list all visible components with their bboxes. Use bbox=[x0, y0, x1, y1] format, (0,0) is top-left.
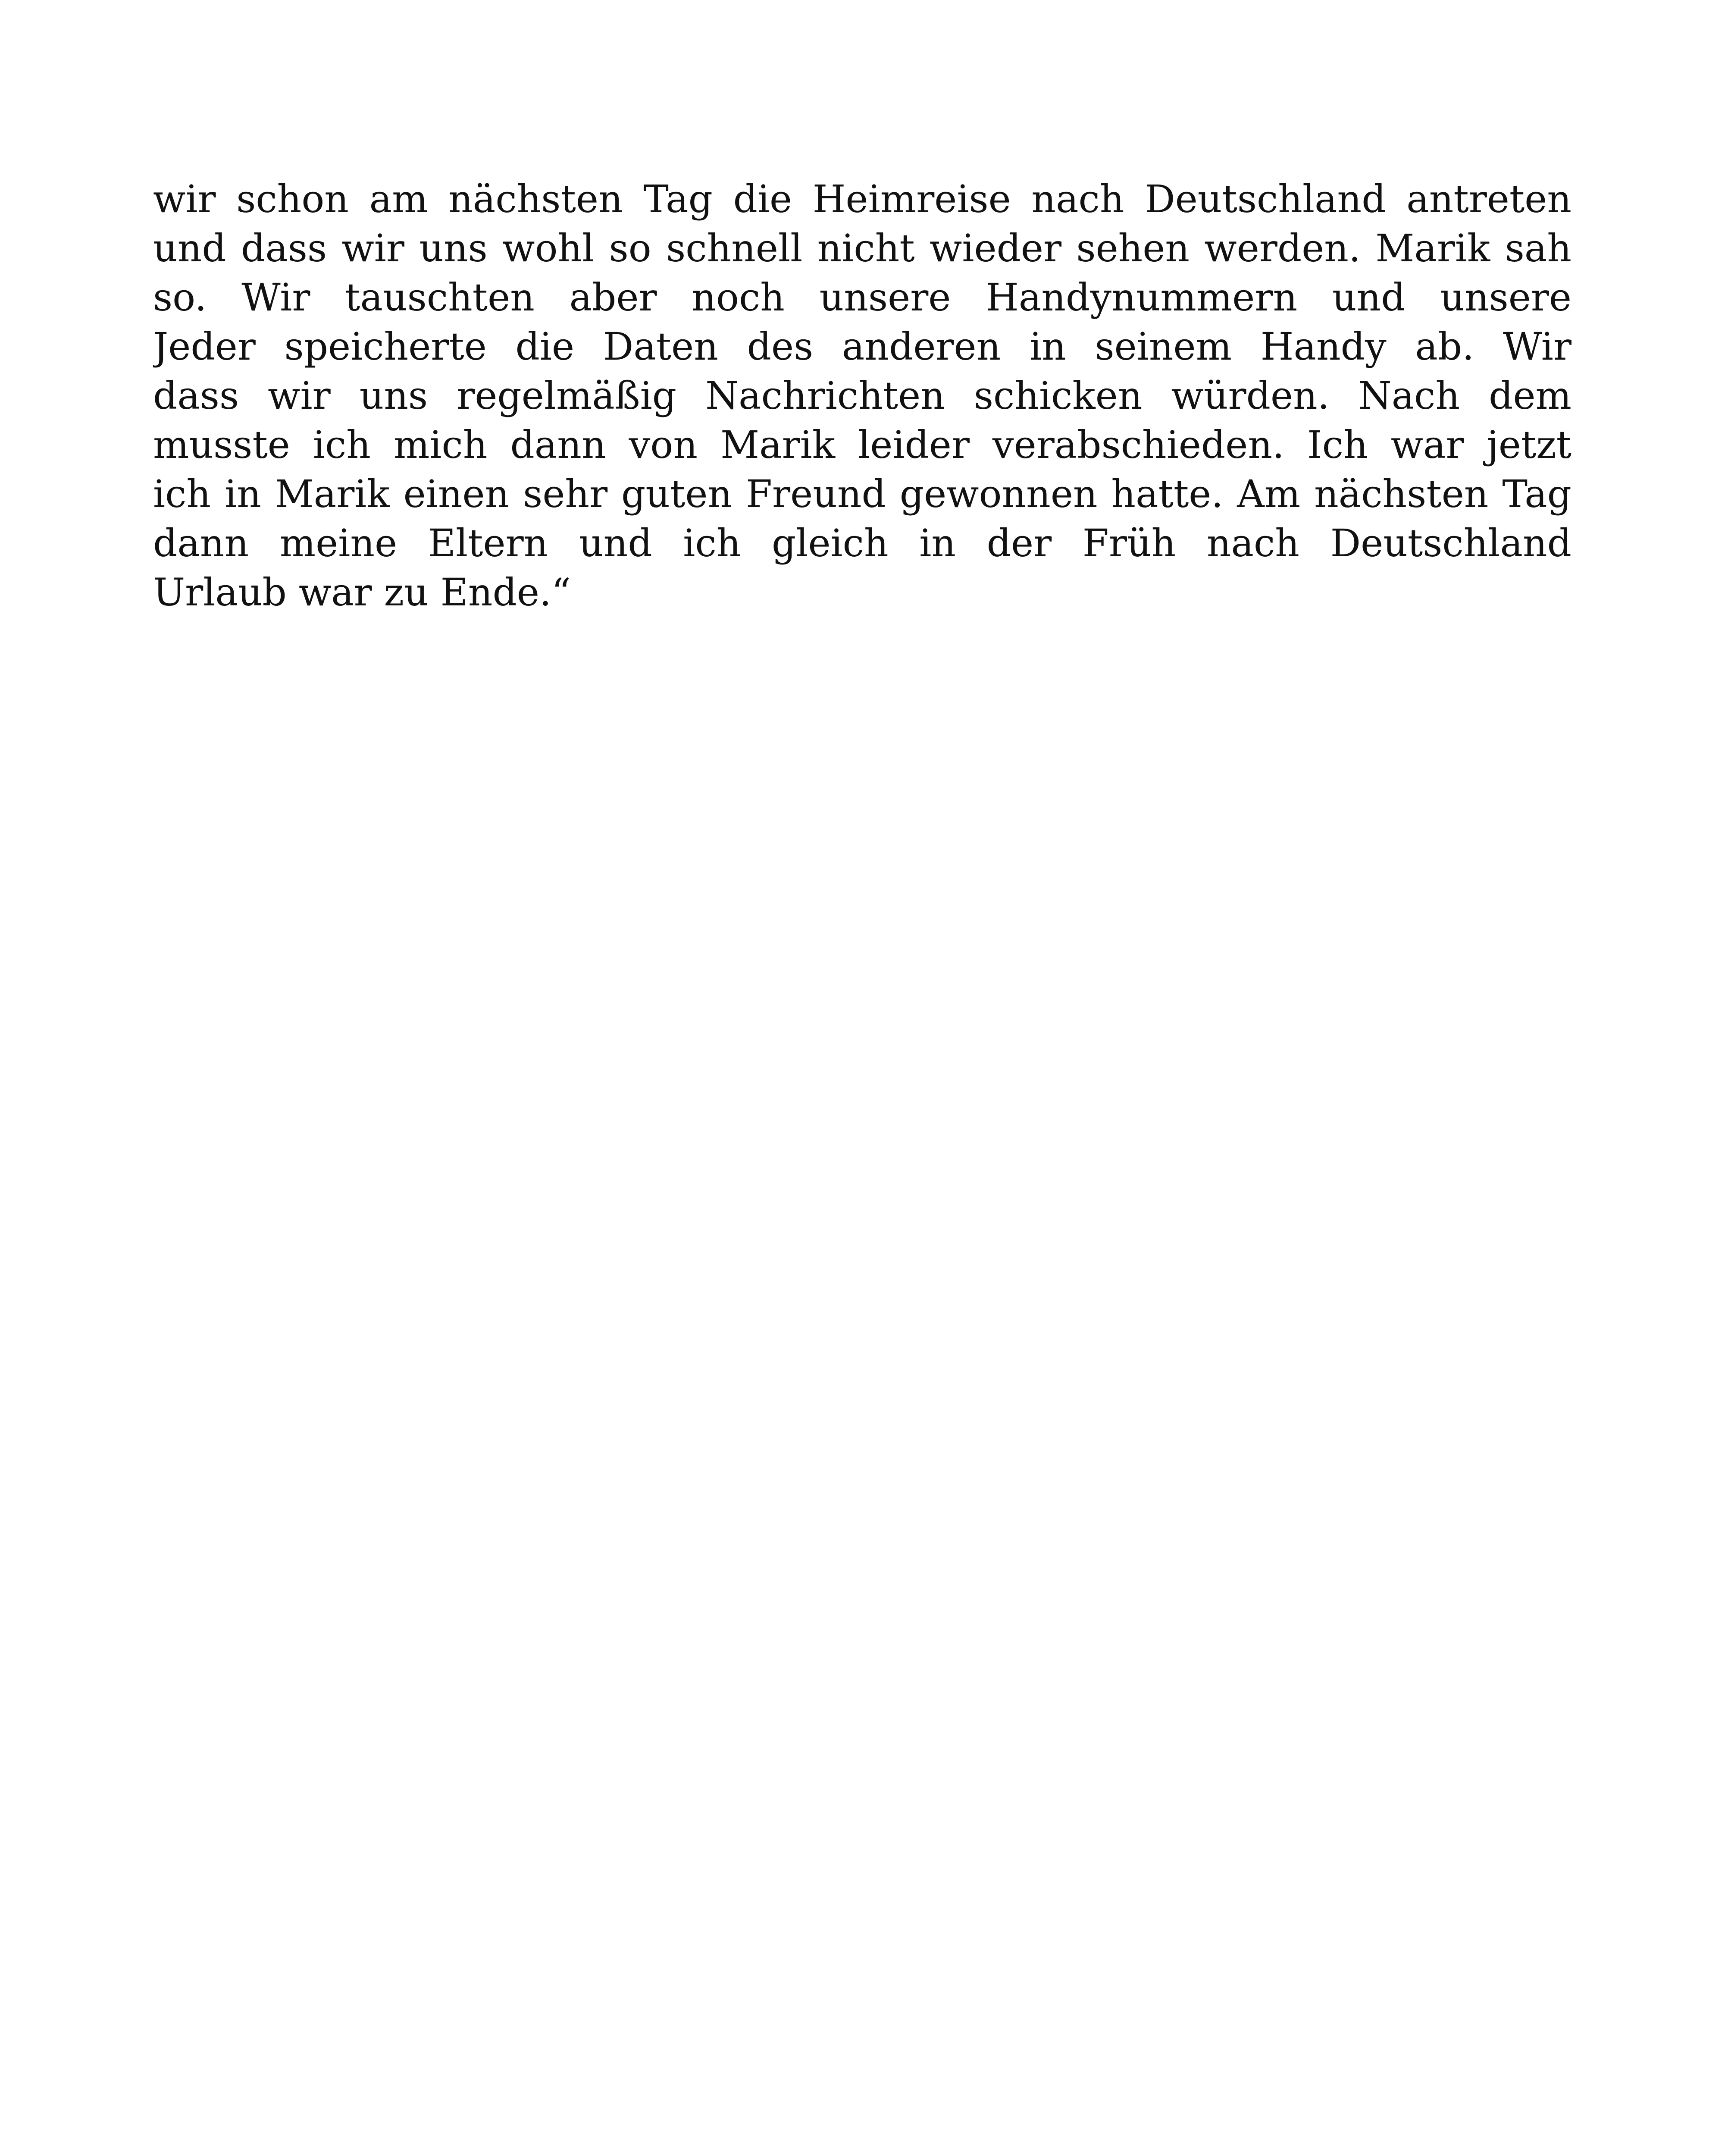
body-paragraph bbox=[153, 175, 1571, 617]
paragraph-line: so. Wir tauschten aber noch unsere Handynummern und unsere bbox=[153, 275, 1571, 320]
paragraph-line: dass wir uns regelmäßig Nachrichten schicken würden. Nach dem bbox=[153, 373, 1571, 418]
paragraph-line: ich in Marik einen sehr guten Freund gewonnen hatte. Am nächsten Tag bbox=[153, 472, 1571, 516]
paragraph-line: Urlaub war zu Ende.“ bbox=[153, 570, 571, 614]
paragraph-line: musste ich mich dann von Marik leider verabschieden. Ich war jetzt bbox=[153, 423, 1571, 467]
paragraph-line: Jeder speicherte die Daten des anderen in seinem Handy ab. Wir bbox=[153, 324, 1571, 369]
paragraph-line: dann meine Eltern und ich gleich in der Früh nach Deutschland bbox=[153, 521, 1571, 565]
paragraph-line: und dass wir uns wohl so schnell nicht wieder sehen werden. Marik sah bbox=[153, 226, 1571, 270]
paragraph-line: wir schon am nächsten Tag die Heimreise nach Deutschland antreten bbox=[153, 177, 1571, 221]
